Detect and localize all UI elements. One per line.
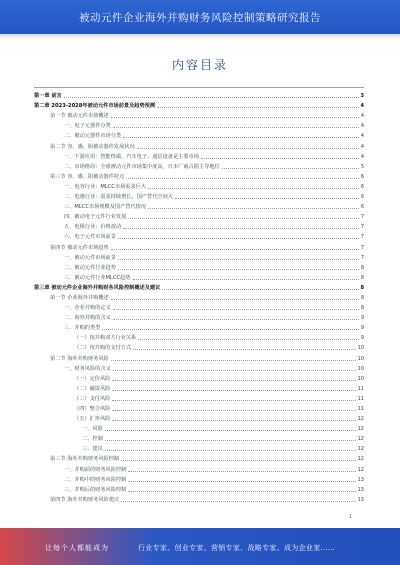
toc-leader-dots	[121, 501, 356, 502]
toc-entry-page: 6	[360, 194, 364, 201]
toc-entry-page: 12	[357, 466, 364, 473]
toc-entry-title: 三、并购的类型	[64, 325, 101, 332]
toc-entry[interactable]	[34, 362, 364, 372]
toc-entry-title: 二、被动元件行业趋势	[64, 264, 116, 271]
toc-leader-dots	[128, 471, 355, 472]
toc-entry[interactable]	[34, 432, 364, 442]
toc-leader-dots	[128, 481, 355, 482]
toc-entry-title: 一、并购前的财务风险控制	[64, 466, 127, 473]
toc-entry-title: 第二章 2023-2028年被动元件市场前景及趋势预测	[34, 103, 156, 110]
toc-entry-title: 二、并购中的财务风险控制	[64, 476, 127, 483]
toc-leader-dots	[112, 390, 355, 391]
toc-leader-dots	[133, 279, 359, 280]
toc-leader-dots	[123, 228, 359, 229]
toc-leader-dots	[128, 218, 359, 219]
toc-entry-page: 13	[357, 496, 364, 503]
toc-entry-page: 9	[360, 335, 364, 342]
toc-entry-page: 4	[360, 113, 364, 120]
footer-slogan: 让每个人都能成为	[45, 544, 109, 552]
toc-entry-page: 13	[357, 476, 364, 483]
toc-entry[interactable]	[34, 483, 364, 493]
toc-entry[interactable]	[34, 89, 364, 99]
toc-entry-title: 四、被动电子元件行业发展	[64, 214, 127, 221]
toc-leader-dots	[118, 259, 359, 260]
toc-leader-dots	[138, 339, 359, 340]
toc-entry-page: 4	[360, 153, 364, 160]
toc-entry[interactable]	[34, 281, 364, 291]
toc-entry[interactable]	[34, 331, 364, 341]
toc-entry-page: 7	[360, 234, 364, 241]
toc-leader-dots	[148, 208, 359, 209]
toc-entry-page: 10	[357, 355, 364, 362]
toc-entry-page: 4	[360, 143, 364, 150]
toc-entry[interactable]	[34, 462, 364, 472]
toc-entry-title: （三）支付风险	[74, 395, 111, 402]
header-shadow	[0, 34, 400, 40]
toc-leader-dots	[113, 309, 359, 310]
toc-leader-dots	[222, 168, 359, 169]
toc-entry[interactable]	[34, 139, 364, 149]
toc-entry-title: （四）整合风险	[74, 406, 111, 412]
toc-entry-page: 10	[357, 345, 364, 352]
toc-entry-page: 12	[357, 446, 364, 453]
toc-entry[interactable]	[34, 271, 364, 281]
toc-entry[interactable]	[34, 301, 364, 311]
toc-entry-title: 二、市场格局：全球被动元件市场集中度高，日本厂商占据主导地位	[64, 163, 220, 170]
toc-entry-page: 9	[360, 315, 364, 322]
toc-entry[interactable]	[34, 160, 364, 170]
toc-entry-page: 11	[357, 385, 364, 392]
toc-leader-dots	[111, 249, 359, 250]
toc-leader-dots	[113, 127, 359, 128]
toc-entry[interactable]	[34, 220, 364, 230]
toc-leader-dots	[121, 460, 356, 461]
toc-entry-title: 二、被动元器件市场分类	[64, 133, 122, 140]
toc-entry[interactable]	[34, 129, 364, 139]
toc-entry-title: （二）按并购的支付方式	[74, 345, 132, 352]
page-number: 1	[348, 514, 352, 520]
toc-entry-page: 8	[360, 294, 364, 301]
toc-leader-dots	[112, 410, 355, 411]
toc-entry-title: 二、控制	[82, 436, 103, 443]
toc-entry-title: 第三节 海外并购财务风险控制	[50, 456, 120, 463]
toc-entry[interactable]	[34, 341, 364, 351]
toc-leader-dots	[113, 319, 359, 320]
toc-entry-title: 一、财务风险的含义	[64, 365, 111, 372]
toc-entry-title: 第四节 海外并购财务风险建议	[50, 496, 120, 503]
toc-entry-title: 一、下游应用：智能终端、汽车电子、通信设备是主要市场	[64, 153, 199, 160]
toc-entry[interactable]	[34, 311, 364, 321]
footer-banner	[0, 528, 400, 565]
toc-entry[interactable]	[34, 150, 364, 160]
toc-entry-title: （二）融资风险	[74, 385, 111, 392]
toc-entry-page: 12	[357, 436, 364, 443]
toc-entry-title: 第一章 前言	[34, 93, 62, 100]
toc-entry-title: 一、电容行业：MLCC市场需求巨大	[64, 183, 147, 190]
toc-entry-page: 8	[360, 305, 364, 312]
toc-leader-dots	[112, 400, 355, 401]
toc-entry-page: 12	[357, 456, 364, 463]
toc-entry-title: 三、建议	[82, 446, 103, 453]
toc-leader-dots	[148, 188, 359, 189]
toc-entry-page: 6	[360, 183, 364, 190]
toc-leader-dots	[105, 440, 356, 441]
toc-entry-page: 6	[360, 204, 364, 211]
toc-entry[interactable]	[34, 190, 364, 200]
toc-leader-dots	[111, 299, 359, 300]
toc-entry-page: 10	[357, 365, 364, 372]
toc-entry-title: 六、电子元件市场前景	[64, 234, 116, 241]
toc-entry[interactable]	[34, 170, 364, 180]
toc-entry[interactable]	[34, 412, 364, 422]
toc-leader-dots	[137, 148, 359, 149]
toc-entry-title: 第二节 海外并购财务风险	[50, 355, 109, 362]
toc-leader-dots	[126, 178, 359, 179]
toc-leader-dots	[111, 117, 359, 118]
toc-entry[interactable]	[34, 452, 364, 462]
toc-entry-title: 三、被动元件行业MLCC趋势	[64, 274, 131, 281]
toc-entry-page: 8	[360, 274, 364, 281]
toc-entry-title: 一、电子元器件分类	[64, 123, 111, 130]
toc-entry[interactable]	[34, 402, 364, 412]
toc-entry-page: 13	[357, 486, 364, 493]
toc-entry[interactable]	[34, 99, 364, 109]
toc-leader-dots	[113, 370, 356, 371]
toc-entry-page: 4	[360, 103, 364, 110]
toc-entry-title: 二、海外并购的含义	[64, 315, 111, 322]
toc-entry[interactable]	[34, 321, 364, 331]
toc-entry-title: 一、被动元件市场前景	[64, 254, 116, 261]
toc-entry-page: 8	[360, 284, 364, 291]
toc-entry[interactable]	[34, 392, 364, 402]
toc-entry[interactable]	[34, 422, 364, 432]
toc-entry-page: 4	[360, 123, 364, 130]
toc-entry-title: 二、电感行业：需求持续增长，国产替代空间大	[64, 194, 173, 201]
toc-leader-dots	[133, 349, 356, 350]
toc-entry-page: 7	[360, 224, 364, 231]
toc-entry-page: 4	[360, 133, 364, 140]
header-banner	[0, 0, 400, 34]
toc-entry[interactable]	[34, 109, 364, 119]
toc-leader-dots	[201, 158, 359, 159]
toc-leader-dots	[157, 107, 358, 108]
toc-entry-title: 第二节 容、感、阻被动器件发展状况	[50, 143, 135, 150]
toc-entry-page: 3	[360, 93, 364, 100]
toc-entry[interactable]	[34, 442, 364, 452]
toc-leader-dots	[123, 137, 359, 138]
toc-entry-title: 三、MLCC市场规模及国产替代情况	[64, 204, 147, 211]
table-of-contents	[34, 89, 364, 503]
toc-heading: 内容目录	[171, 58, 228, 72]
toc-entry-title: （一）定价风险	[74, 375, 111, 382]
toc-entry[interactable]	[34, 119, 364, 129]
toc-entry-title: 五、电阻行业：价格波动	[64, 224, 122, 231]
toc-leader-dots	[175, 198, 359, 199]
report-title: 被动元件企业海外并购财务风险控制策略研究报告	[79, 12, 321, 24]
toc-entry[interactable]	[34, 251, 364, 261]
toc-leader-dots	[162, 289, 358, 290]
toc-entry-page: 6	[360, 173, 364, 180]
toc-leader-dots	[64, 97, 359, 98]
toc-entry-title: 第一节 企业海外并购概述	[50, 294, 109, 301]
toc-entry-page: 12	[357, 416, 364, 423]
toc-entry[interactable]	[34, 261, 364, 271]
toc-entry-page: 7	[360, 244, 364, 251]
toc-leader-dots	[112, 420, 355, 421]
toc-entry-page: 12	[357, 426, 364, 433]
toc-leader-dots	[102, 329, 358, 330]
toc-entry[interactable]	[34, 372, 364, 382]
toc-entry-page: 9	[360, 325, 364, 332]
toc-entry-title: 第三节 容、感、阻被动器件特点	[50, 173, 125, 180]
toc-entry-title: （五）汇率风险	[74, 416, 111, 423]
toc-entry-title: 第一节 被动元件市场概述	[50, 113, 109, 120]
toc-entry[interactable]	[34, 493, 364, 503]
toc-leader-dots	[118, 269, 359, 270]
toc-entry[interactable]	[34, 382, 364, 392]
toc-entry-page: 11	[357, 406, 364, 412]
toc-leader-dots	[111, 360, 356, 361]
toc-entry-title: 第四节 被动元件市场趋势	[50, 244, 109, 251]
toc-entry-title: 一、风险	[82, 426, 103, 433]
toc-leader-dots	[118, 238, 359, 239]
toc-entry[interactable]	[34, 473, 364, 483]
toc-entry[interactable]	[34, 230, 364, 240]
toc-entry-title: 一、企业并购的定义	[64, 305, 111, 312]
toc-entry-page: 10	[357, 375, 364, 382]
toc-leader-dots	[128, 491, 355, 492]
toc-entry-title: （一）按并购双方行业关系	[74, 335, 137, 342]
toc-entry[interactable]	[34, 351, 364, 361]
toc-entry[interactable]	[34, 200, 364, 210]
toc-divider	[34, 87, 364, 88]
toc-entry-page: 11	[357, 395, 364, 402]
toc-entry-page: 5	[360, 163, 364, 170]
toc-entry[interactable]	[34, 240, 364, 250]
toc-entry-title: 三、并购后的财务风险控制	[64, 486, 127, 493]
toc-entry[interactable]	[34, 291, 364, 301]
toc-entry[interactable]	[34, 180, 364, 190]
toc-entry-title: 第三章 被动元件企业海外并购财务风险控制概述及建议	[34, 284, 161, 291]
toc-entry-page: 7	[360, 214, 364, 221]
toc-entry[interactable]	[34, 210, 364, 220]
footer-roles: 行业专家、创业专家、营销专家、战略专家、成为企业家……	[138, 544, 336, 552]
toc-leader-dots	[105, 450, 356, 451]
toc-leader-dots	[105, 430, 356, 431]
toc-entry-page: 7	[360, 254, 364, 261]
toc-entry-page: 8	[360, 264, 364, 271]
toc-leader-dots	[112, 380, 355, 381]
